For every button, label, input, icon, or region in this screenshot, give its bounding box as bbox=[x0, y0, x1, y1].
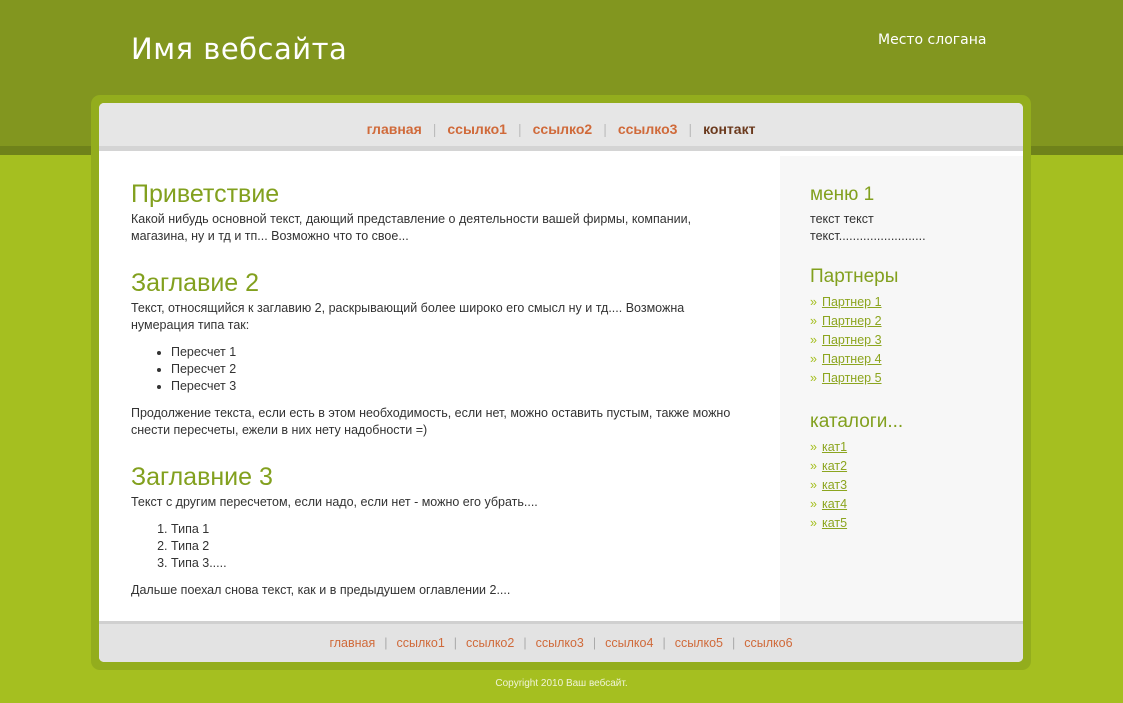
partner-link-1[interactable]: Партнер 1 bbox=[821, 295, 882, 309]
footer-link-4[interactable]: ссылко4 bbox=[605, 636, 654, 650]
section-title-3: Заглавние 3 bbox=[131, 463, 273, 491]
nav-link-1[interactable]: ссылко1 bbox=[447, 121, 507, 137]
top-navigation bbox=[99, 103, 1023, 151]
list-item: 2. Типа 2 bbox=[171, 538, 731, 555]
footer-link-1[interactable]: ссылко1 bbox=[396, 636, 445, 650]
bullet-list bbox=[171, 344, 731, 395]
list-item: • Пересчет 3 bbox=[171, 378, 731, 395]
nav-link-home[interactable]: главная bbox=[366, 121, 422, 137]
sidebar-catalogs-title: каталоги... bbox=[810, 411, 904, 432]
content-container bbox=[99, 103, 1023, 662]
footer-separator: | bbox=[523, 636, 527, 650]
copyright: Copyright 2010 Ваш вебсайт. bbox=[495, 678, 628, 689]
footer-link-2[interactable]: ссылко2 bbox=[466, 636, 515, 650]
raquo-icon: » bbox=[810, 295, 817, 309]
section-title-welcome: Приветствие bbox=[131, 180, 280, 208]
footer-separator: | bbox=[731, 636, 736, 650]
nav-separator: | bbox=[432, 121, 437, 137]
footer-separator: | bbox=[453, 636, 458, 650]
list-item bbox=[810, 312, 1023, 331]
catalog-link-3[interactable]: кат3 bbox=[821, 478, 848, 492]
sidebar bbox=[780, 156, 1023, 621]
catalogs-list bbox=[810, 438, 1023, 533]
nav-separator: | bbox=[603, 121, 607, 137]
raquo-icon: » bbox=[810, 352, 817, 366]
catalog-link-5[interactable]: кат5 bbox=[821, 516, 848, 530]
partner-link-5[interactable]: Партнер 5 bbox=[821, 371, 882, 385]
numbered-list bbox=[171, 521, 731, 572]
nav-link-3[interactable]: ссылко3 bbox=[617, 121, 678, 137]
section-intro: Текст с другим пересчетом, если надо, если нет - можно его убрать.... bbox=[131, 495, 538, 509]
footer-link-home[interactable]: главная bbox=[329, 636, 376, 650]
raquo-icon: » bbox=[810, 440, 817, 454]
raquo-icon: » bbox=[810, 333, 817, 347]
section-title-2: Заглавие 2 bbox=[131, 269, 260, 297]
list-item: 3. Типа 3..... bbox=[171, 555, 731, 572]
partner-link-2[interactable]: Партнер 2 bbox=[821, 314, 882, 328]
sidebar-partners-title: Партнеры bbox=[810, 266, 899, 287]
list-item bbox=[810, 495, 1023, 514]
catalog-link-4[interactable]: кат4 bbox=[821, 497, 848, 511]
list-item: • Пересчет 2 bbox=[171, 361, 731, 378]
site-name[interactable]: Имя вебсайта bbox=[131, 32, 348, 66]
section-intro: Текст, относящийся к заглавию 2, раскрывающий более широко его смысл ну и тд.... Возможна нумерация типа так: bbox=[131, 301, 685, 332]
list-item bbox=[810, 438, 1023, 457]
list-item bbox=[810, 331, 1023, 350]
list-item bbox=[810, 457, 1023, 476]
footer-link-6[interactable]: ссылко6 bbox=[744, 636, 793, 650]
nav-link-2[interactable]: ссылко2 bbox=[532, 121, 593, 137]
footer-link-3[interactable]: ссылко3 bbox=[535, 636, 584, 650]
raquo-icon: » bbox=[810, 497, 817, 511]
list-item: 1. Типа 1 bbox=[171, 521, 731, 538]
catalog-link-2[interactable]: кат2 bbox=[821, 459, 848, 473]
main-content bbox=[131, 179, 731, 609]
sidebar-menu-title: меню 1 bbox=[810, 184, 875, 205]
section-outro: Дальше поехал снова текст, как и в предыдушем оглавлении 2.... bbox=[131, 583, 511, 597]
partners-list bbox=[810, 293, 1023, 388]
list-item bbox=[810, 350, 1023, 369]
list-item bbox=[810, 369, 1023, 388]
catalog-link-1[interactable]: кат1 bbox=[821, 440, 848, 454]
footer-navigation bbox=[99, 621, 1023, 662]
raquo-icon: » bbox=[810, 314, 817, 328]
raquo-icon: » bbox=[810, 459, 817, 473]
nav-link-contact[interactable]: контакт bbox=[703, 121, 756, 137]
partner-link-4[interactable]: Партнер 4 bbox=[821, 352, 882, 366]
list-item bbox=[810, 293, 1023, 312]
footer-separator: | bbox=[384, 636, 388, 650]
section-paragraph: Какой нибудь основной текст, дающий представление о деятельности вашей фирмы, компании, магазина, ну и тд и тп... Возможно что то свое... bbox=[131, 212, 692, 243]
list-item: • Пересчет 1 bbox=[171, 344, 731, 361]
footer-separator: | bbox=[662, 636, 666, 650]
raquo-icon: » bbox=[810, 371, 817, 385]
footer-link-5[interactable]: ссылко5 bbox=[674, 636, 723, 650]
sidebar-menu-text: текст текст текст......................... bbox=[810, 212, 926, 243]
nav-separator: | bbox=[688, 121, 693, 137]
slogan: Место слогана bbox=[878, 32, 987, 48]
nav-separator: | bbox=[517, 121, 522, 137]
list-item bbox=[810, 476, 1023, 495]
raquo-icon: » bbox=[810, 516, 817, 530]
footer-separator: | bbox=[592, 636, 597, 650]
raquo-icon: » bbox=[810, 478, 817, 492]
partner-link-3[interactable]: Партнер 3 bbox=[821, 333, 882, 347]
section-outro: Продолжение текста, если есть в этом необходимость, если нет, можно оставить пустым, также можно снести пересчеты, ежели в них нету надобности =) bbox=[131, 406, 731, 437]
list-item bbox=[810, 514, 1023, 533]
